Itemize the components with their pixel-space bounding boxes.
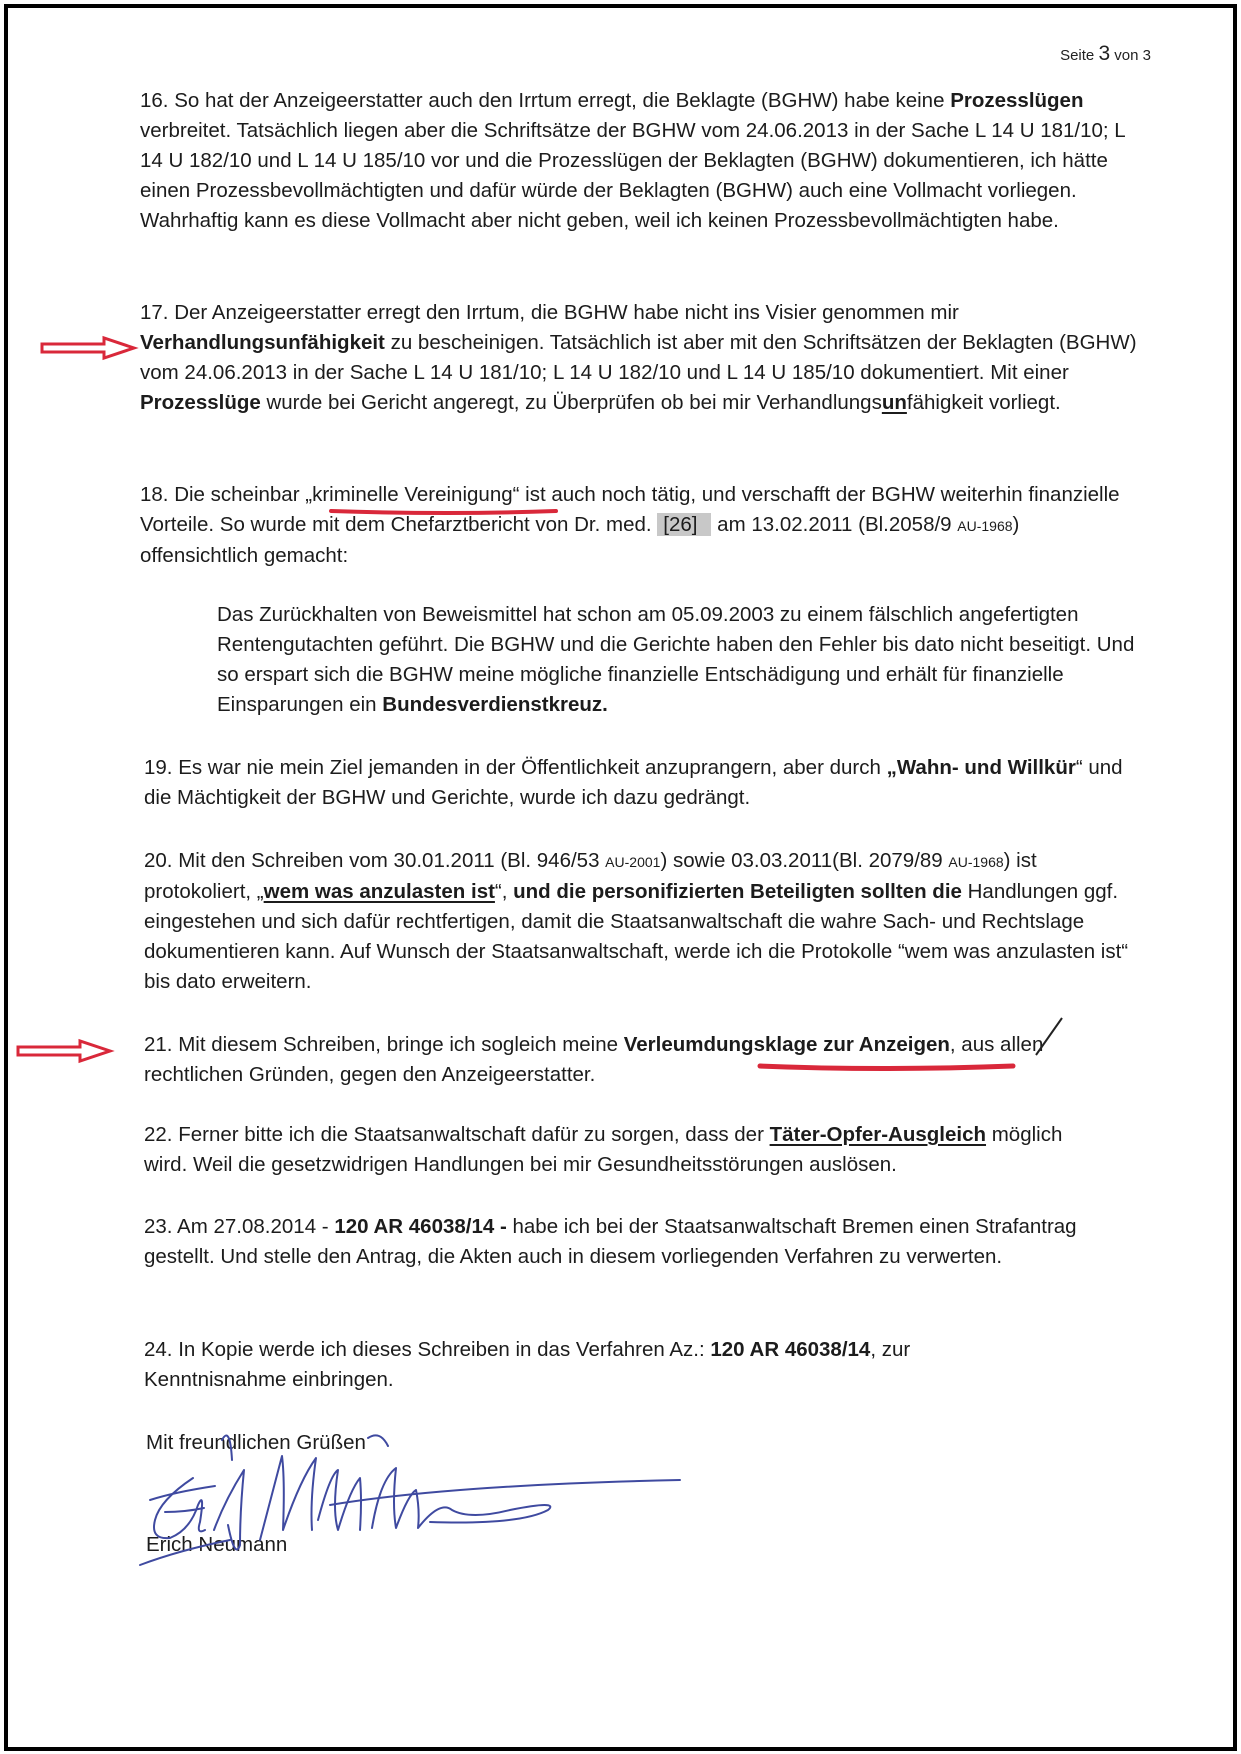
signer-name: Erich Neumann — [146, 1533, 288, 1556]
page-label: Seite — [1060, 47, 1095, 64]
closing-greeting: Mit freundlichen Grüßen — [146, 1431, 366, 1454]
paragraph-19: 19. Es war nie mein Ziel jemanden in der Öffentlichkeit anzuprangern, aber durch „Wahn- und Willkür“ und die Mächtigkeit der BGHW und Gerichte, wurde ich dazu gedrängt. — [144, 756, 1123, 809]
paragraph-23: 23. Am 27.08.2014 - 120 AR 46038/14 - habe ich bei der Staatsanwaltschaft Bremen einen Strafantrag gestellt. Und stelle den Antrag, die Akten auch in diesem vorliegenden Verfahren zu verwerten. — [144, 1215, 1077, 1268]
page-current: 3 — [1098, 42, 1111, 65]
paragraph-20: 20. Mit den Schreiben vom 30.01.2011 (Bl. 946/53 AU-2001) sowie 03.03.2011(Bl. 2079/89 AU-1968) ist protokoliert, „wem was anzulasten ist“, und die personifizierten Beteiligten sollten die Handlungen ggf. eingestehen und sich dafür rechtfertigen, damit die Staatsanwaltschaft die wahre Sach- und Rechtslage dokumentieren kann. Auf Wunsch der Staatsanwaltschaft, werde ich die Protokolle “wem was anzulasten ist“ bis dato erweitern. — [144, 849, 1129, 993]
paragraph-18: 18. Die scheinbar „kriminelle Vereinigung“ ist auch noch tätig, und verschafft der BGHW weiterhin finanzielle Vorteile. So wurde mit dem Chefarztbericht von Dr. med. [26] am 13.02.2011 (Bl.2058/9 AU-1968) offensichtlich gemacht: — [140, 483, 1120, 567]
paragraph-21: 21. Mit diesem Schreiben, bringe ich sogleich meine Verleumdungsklage zur Anzeigen, aus allen rechtlichen Gründen, gegen den Anzeigeerstatter. — [144, 1033, 1044, 1086]
red-underline — [760, 1066, 1013, 1069]
paragraph-17: 17. Der Anzeigeerstatter erregt den Irrtum, die BGHW habe nicht ins Visier genommen mir Verhandlungsunfähigkeit zu bescheinigen. Tatsächlich ist aber mit den Schriftsätzen der Beklagten (BGHW) vom 24.06.2013 in der Sache L 14 U 181/10; L 14 U 182/10 und L 14 U 185/10 dokumentiert. Mit einer Prozesslüge wurde bei Gericht angeregt, zu Überprüfen ob bei mir Verhandlungsunfähigkeit vorliegt. — [140, 301, 1137, 414]
redacted-name-marker: [26] — [657, 513, 711, 536]
paragraph-24: 24. In Kopie werde ich dieses Schreiben in das Verfahren Az.: 120 AR 46038/14, zur Kenntnisnahme einbringen. — [144, 1338, 911, 1391]
correction-stroke — [1036, 1018, 1062, 1055]
paragraph-22: 22. Ferner bitte ich die Staatsanwaltschaft dafür zu sorgen, dass der Täter-Opfer-Ausgleich möglich wird. Weil die gesetzwidrigen Handlungen bei mir Gesundheitsstörungen auslösen. — [144, 1123, 1063, 1176]
paragraph-16: 16. So hat der Anzeigeerstatter auch den Irrtum erregt, die Beklagte (BGHW) habe keine Prozesslügen verbreitet. Tatsächlich liegen aber die Schriftsätze der BGHW vom 24.06.2013 in der Sache L 14 U 181/10; L 14 U 182/10 und L 14 U 185/10 vor und die Prozesslügen der Beklagten (BGHW) dokumentieren, ich hätte einen Prozessbevollmächtigten und dafür würde der Beklagten (BGHW) auch eine Vollmacht vorliegen. Wahrhaftig kann es diese Vollmacht aber nicht geben, weil ich keinen Prozessbevollmächtigten habe. — [140, 89, 1125, 232]
criminal-association-text: kriminelle Vereinigung — [312, 483, 513, 506]
red-underline — [331, 511, 556, 513]
signature-image — [140, 1435, 680, 1565]
page-total: 3 — [1142, 47, 1151, 64]
red-arrow-icon — [42, 338, 134, 358]
red-arrow-icon — [18, 1041, 110, 1061]
defamation-complaint-text: Verleumdungsklage zur Anzeigen — [623, 1033, 950, 1056]
page-sep: von — [1114, 47, 1139, 64]
block-quote: Das Zurückhalten von Beweismittel hat schon am 05.09.2003 zu einem fälschlich angefertigten Rentengutachten geführt. Die BGHW und die Gerichte haben den Fehler bis dato nicht beseitigt. Und so erspart sich die BGHW meine mögliche finanzielle Entschädigung und erhält für finanzielle Einsparungen ein Bundesverdienstkreuz. — [217, 603, 1135, 716]
